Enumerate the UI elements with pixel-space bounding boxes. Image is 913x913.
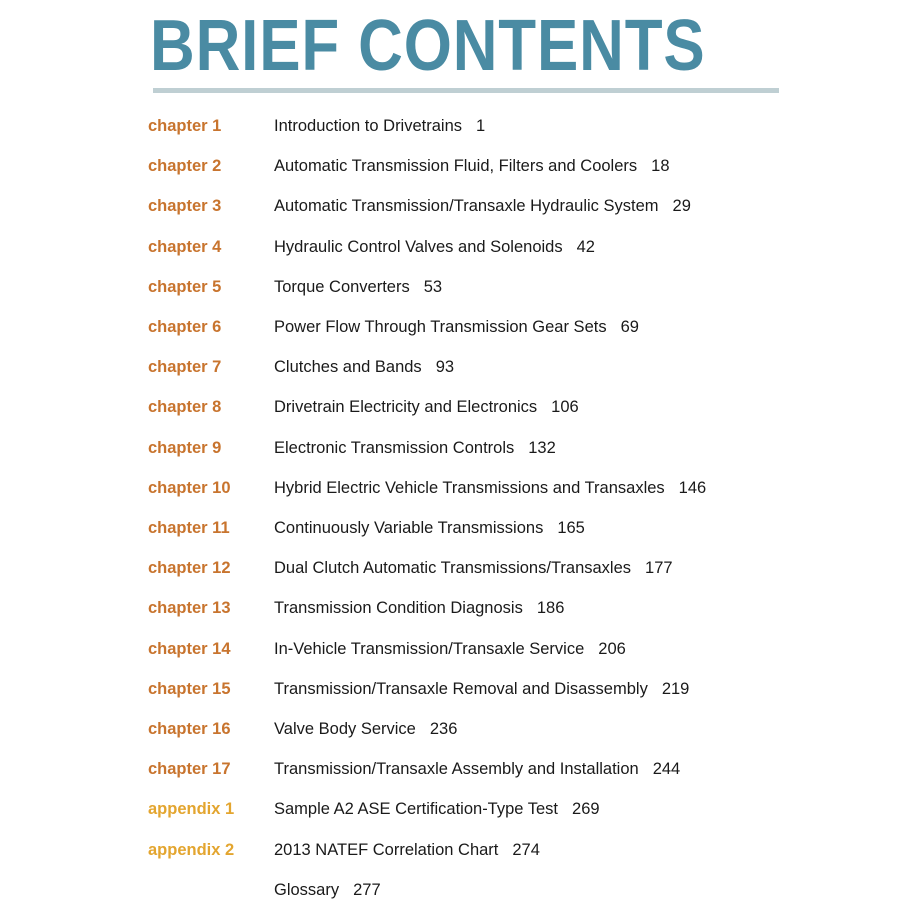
entry-page-number: 42 — [576, 237, 595, 256]
entry-title: Drivetrain Electricity and Electronics — [274, 398, 538, 417]
entry-title: Transmission/Transaxle Removal and Disassembly — [274, 679, 648, 698]
chapter-label: chapter 2 — [148, 157, 222, 176]
entry-title: Clutches and Bands — [274, 358, 422, 377]
entry-text — [274, 114, 485, 138]
contents-row — [0, 154, 913, 178]
entry-text — [274, 355, 454, 379]
entry-page-number: 69 — [620, 318, 639, 336]
chapter-label: chapter 7 — [148, 358, 222, 377]
chapter-label: chapter 11 — [148, 519, 230, 537]
entry-title: Dual Clutch Automatic Transmissions/Transaxles — [274, 559, 632, 578]
entry-title: In-Vehicle Transmission/Transaxle Service — [274, 639, 585, 658]
chapter-label: chapter 3 — [148, 197, 222, 216]
entry-text — [274, 757, 680, 781]
contents-row — [0, 395, 913, 419]
entry-page-number: 18 — [651, 157, 670, 176]
chapter-label: chapter 16 — [148, 720, 231, 738]
entry-title: Continuously Variable Transmissions — [274, 519, 544, 537]
entry-page-number: 165 — [557, 519, 585, 537]
entry-text — [274, 194, 691, 218]
entry-page-number: 146 — [678, 478, 707, 497]
chapter-label: chapter 13 — [148, 599, 231, 618]
entry-title: Introduction to Drivetrains — [274, 117, 463, 135]
entry-title: Automatic Transmission/Transaxle Hydraulic System — [274, 197, 659, 216]
contents-row — [0, 235, 913, 259]
entry-title: Sample A2 ASE Certification-Type Test — [274, 800, 559, 819]
entry-page-number: 29 — [672, 197, 691, 216]
entry-title: 2013 NATEF Correlation Chart — [274, 840, 499, 859]
chapter-label: chapter 5 — [148, 277, 222, 296]
entry-title: Transmission Condition Diagnosis — [274, 599, 523, 618]
contents-row — [0, 114, 913, 138]
contents-row — [0, 757, 913, 781]
chapter-label: chapter 15 — [148, 679, 231, 698]
chapter-label: chapter 10 — [148, 478, 231, 497]
entry-page-number: 106 — [551, 398, 579, 417]
chapter-label: chapter 8 — [148, 398, 222, 417]
contents-row — [0, 637, 913, 661]
entry-title: Transmission/Transaxle Assembly and Installation — [274, 760, 639, 779]
entry-title: Valve Body Service — [274, 720, 416, 738]
page-title: BRIEF CONTENTS — [150, 6, 706, 86]
entry-page-number: 219 — [661, 679, 690, 698]
entry-title: Torque Converters — [274, 277, 410, 296]
entry-page-number: 206 — [598, 639, 626, 658]
chapter-label: chapter 6 — [148, 318, 222, 336]
entry-text — [274, 436, 556, 460]
entry-text — [274, 556, 673, 580]
contents-row — [0, 596, 913, 620]
contents-row — [0, 194, 913, 218]
chapter-label: chapter 4 — [148, 237, 222, 256]
entry-text — [274, 516, 585, 540]
entry-title: Automatic Transmission Fluid, Filters and Coolers — [274, 157, 638, 176]
entry-text — [274, 637, 626, 661]
entry-page-number: 132 — [528, 438, 556, 457]
entry-page-number: 277 — [353, 880, 381, 899]
entry-page-number: 269 — [572, 800, 600, 819]
entry-text — [274, 235, 595, 259]
appendix-label: appendix 2 — [148, 840, 235, 859]
contents-row — [0, 878, 913, 902]
contents-row — [0, 556, 913, 580]
entry-text — [274, 476, 706, 500]
chapter-label: chapter 17 — [148, 760, 231, 779]
entry-page-number: 93 — [435, 358, 455, 377]
contents-row — [0, 355, 913, 379]
chapter-label: chapter 9 — [148, 438, 222, 457]
entry-text — [274, 878, 381, 902]
entry-page-number: 1 — [476, 117, 486, 135]
entry-title: Hybrid Electric Vehicle Transmissions and Transaxles — [274, 478, 665, 497]
entry-page-number: 177 — [645, 559, 673, 578]
entry-page-number: 244 — [652, 760, 681, 779]
appendix-label: appendix 1 — [148, 800, 235, 819]
contents-row — [0, 797, 913, 821]
chapter-label: chapter 1 — [148, 117, 222, 135]
entry-title: Electronic Transmission Controls — [274, 438, 515, 457]
entry-text — [274, 395, 579, 419]
contents-row — [0, 677, 913, 701]
chapter-label: chapter 14 — [148, 639, 231, 658]
chapter-label: chapter 12 — [148, 559, 231, 578]
entry-text — [274, 717, 457, 741]
contents-row — [0, 717, 913, 741]
entry-text — [274, 596, 564, 620]
contents-row — [0, 838, 913, 862]
entry-text — [274, 677, 689, 701]
contents-row — [0, 516, 913, 540]
entry-text — [274, 797, 600, 821]
entry-title: Hydraulic Control Valves and Solenoids — [274, 237, 563, 256]
contents-row — [0, 315, 913, 339]
entry-text — [274, 154, 670, 178]
entry-page-number: 274 — [512, 840, 540, 859]
entry-text — [274, 315, 639, 339]
entry-page-number: 236 — [429, 720, 458, 738]
contents-row — [0, 476, 913, 500]
contents-row — [0, 275, 913, 299]
contents-row — [0, 436, 913, 460]
entry-text — [274, 838, 540, 862]
entry-title: Glossary — [274, 880, 340, 899]
entry-page-number: 186 — [536, 599, 565, 618]
entry-text — [274, 275, 442, 299]
entry-title: Power Flow Through Transmission Gear Sets — [274, 318, 607, 336]
entry-page-number: 53 — [423, 277, 443, 296]
